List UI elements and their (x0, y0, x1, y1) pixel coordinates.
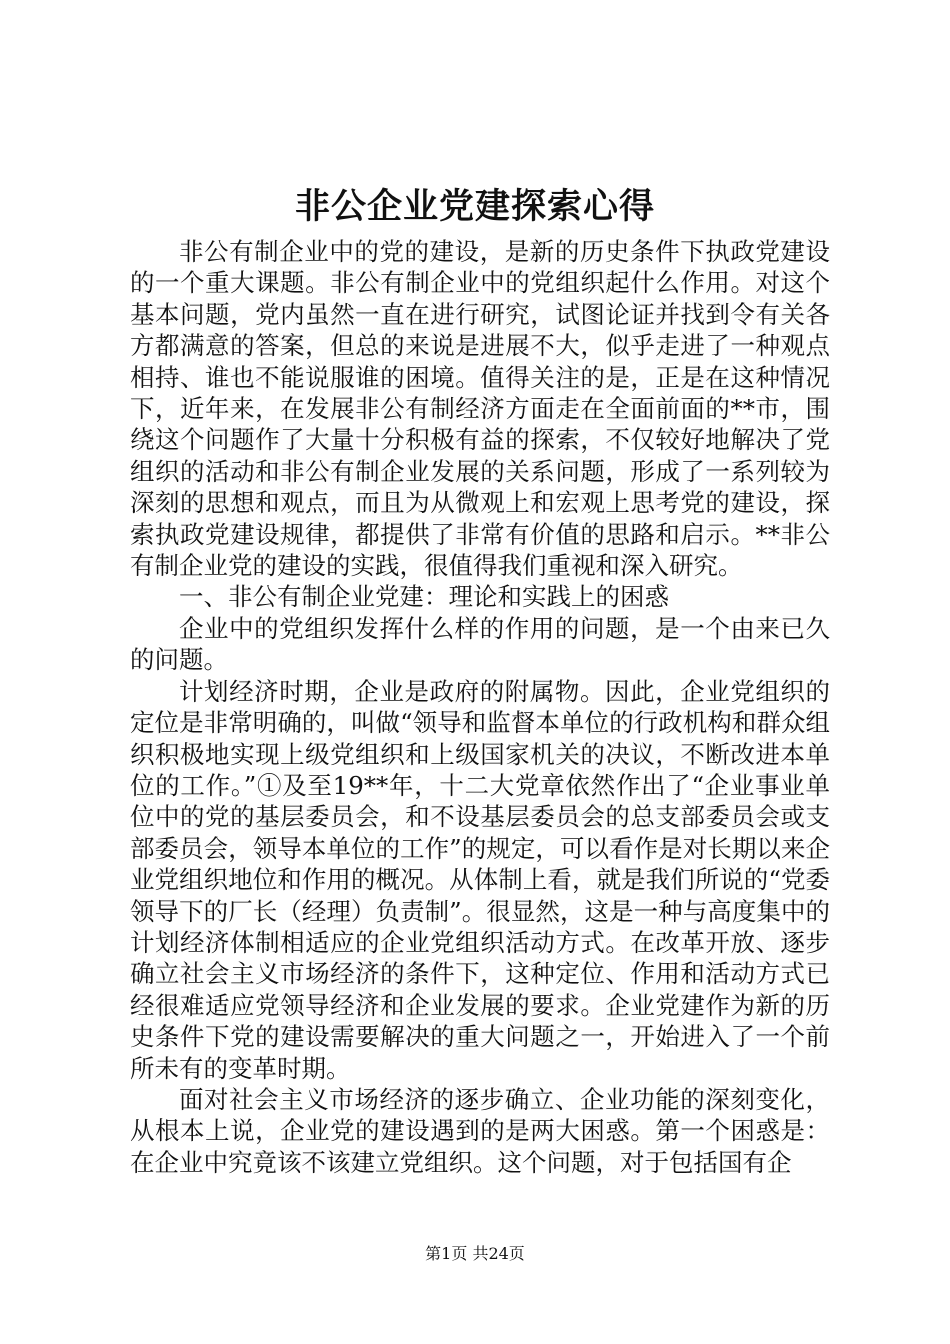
paragraph-intro: 非公有制企业中的党的建设，是新的历史条件下执政党建设的一个重大课题。非公有制企业中的党组织起什么作用。对这个基本问题，党内虽然一直在进行研究，试图论证并找到令有关各方都满意的答案，但总的来说是进展不大，似乎走进了一种观点相持、谁也不能说服谁的困境。值得关注的是，正是在这种情况下，近年来，在发展非公有制经济方面走在全面前面的**市，围绕这个问题作了大量十分积极有益的探索，不仅较好地解决了党组织的活动和非公有制企业发展的关系问题，形成了一系列较为深刻的思想和观点，而且为从微观上和宏观上思考党的建设，探索执政党建设规律，都提供了非常有价值的思路和启示。**非公有制企业党的建设的实践，很值得我们重视和深入研究。 (130, 237, 830, 581)
paragraph-4: 面对社会主义市场经济的逐步确立、企业功能的深刻变化，从根本上说，企业党的建设遇到的是两大困惑。第一个困惑是：在企业中究竟该不该建立党组织。这个问题，对于包括国有企 (130, 1084, 830, 1177)
document-body (130, 236, 830, 1178)
section-heading-1: 一、非公有制企业党建：理论和实践上的困惑 (179, 582, 669, 612)
document-title: 非公企业党建探索心得 (294, 186, 655, 227)
page-number-footer: 第1页 共24页 (425, 1244, 525, 1263)
paragraph-2: 企业中的党组织发挥什么样的作用的问题，是一个由来已久的问题。 (130, 613, 830, 675)
paragraph-3: 计划经济时期，企业是政府的附属物。因此，企业党组织的定位是非常明确的，叫做“领导和监督本单位的行政机构和群众组织积极地实现上级党组织和上级国家机关的决议，不断改进本单位的工作。”①及至19**年，十二大党章依然作出了“企业事业单位中的党的基层委员会，和不设基层委员会的总支部委员会或支部委员会，领导本单位的工作”的规定，可以看作是对长期以来企业党组织地位和作用的概况。从体制上看，就是我们所说的“党委领导下的厂长（经理）负责制”。很显然，这是一种与高度集中的计划经济体制相适应的企业党组织活动方式。在改革开放、逐步确立社会主义市场经济的条件下，这种定位、作用和活动方式已经很难适应党领导经济和企业发展的要求。企业党建作为新的历史条件下党的建设需要解决的重大问题之一，开始进入了一个前所未有的变革时期。 (130, 676, 830, 1083)
